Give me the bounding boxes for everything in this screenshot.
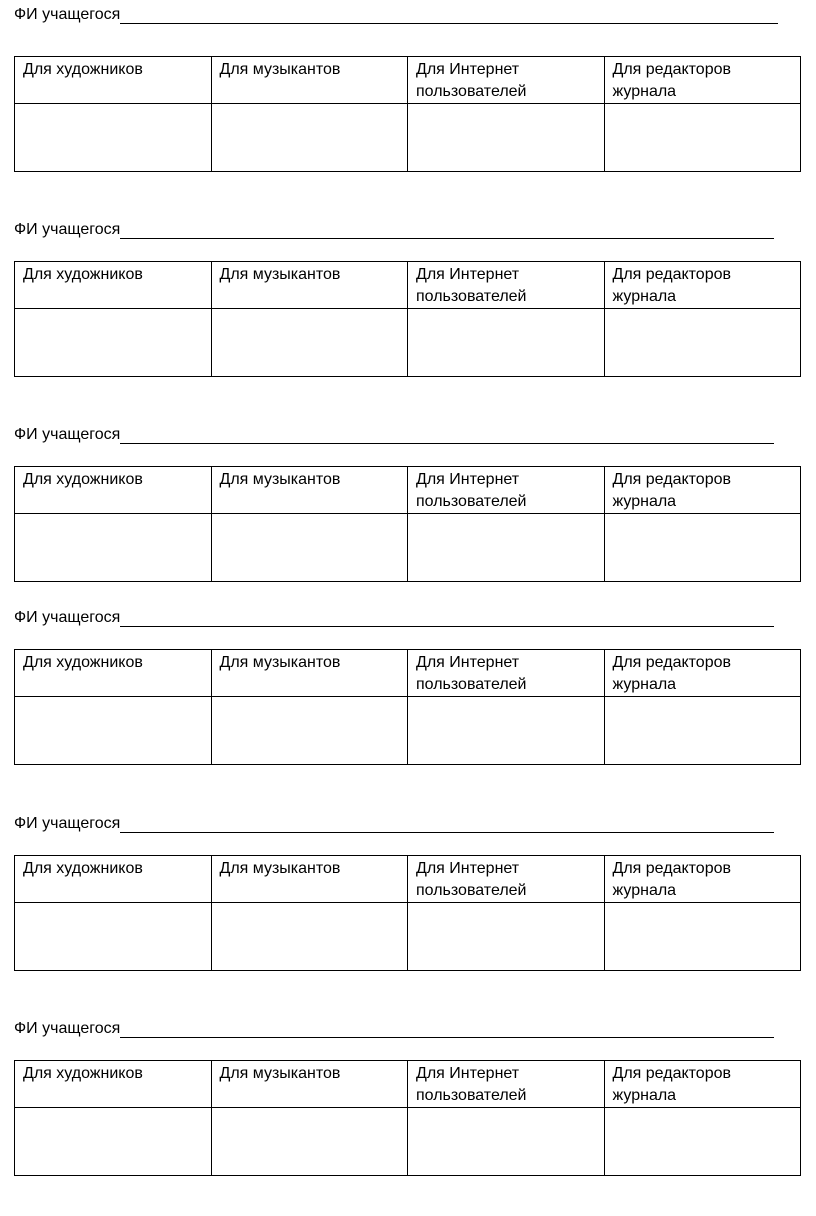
answer-cell-artists[interactable] (15, 514, 212, 582)
student-name-label: ФИ учащегося (14, 1020, 121, 1037)
header-cell-internet-users: Для Интернет пользователей (408, 467, 605, 514)
header-cell-musicians: Для музыкантов (211, 57, 408, 104)
table-header-row (15, 1061, 801, 1108)
table-answer-row (15, 309, 801, 377)
answer-cell-artists[interactable] (15, 903, 212, 971)
answer-cell-internet-users[interactable] (408, 104, 605, 172)
header-cell-internet-users: Для Интернет пользователей (408, 650, 605, 697)
student-name-line (14, 217, 774, 239)
student-name-line (14, 422, 774, 444)
header-cell-musicians: Для музыкантов (211, 856, 408, 903)
table-header-row (15, 856, 801, 903)
header-cell-magazine-editors: Для редакторов журнала (604, 1061, 801, 1108)
answer-cell-magazine-editors[interactable] (604, 697, 801, 765)
header-cell-magazine-editors: Для редакторов журнала (604, 57, 801, 104)
header-cell-artists: Для художников (15, 467, 212, 514)
header-cell-artists: Для художников (15, 856, 212, 903)
answer-cell-musicians[interactable] (211, 514, 408, 582)
student-name-label: ФИ учащегося (14, 815, 121, 832)
header-cell-artists: Для художников (15, 57, 212, 104)
answer-cell-artists[interactable] (15, 1108, 212, 1176)
header-cell-artists: Для художников (15, 650, 212, 697)
answer-cell-internet-users[interactable] (408, 1108, 605, 1176)
student-name-label: ФИ учащегося (14, 426, 121, 443)
answer-cell-musicians[interactable] (211, 903, 408, 971)
category-table (14, 466, 801, 582)
category-table (14, 649, 801, 765)
answer-cell-internet-users[interactable] (408, 309, 605, 377)
header-cell-musicians: Для музыкантов (211, 1061, 408, 1108)
header-cell-internet-users: Для Интернет пользователей (408, 57, 605, 104)
answer-cell-internet-users[interactable] (408, 697, 605, 765)
header-cell-artists: Для художников (15, 1061, 212, 1108)
answer-cell-musicians[interactable] (211, 697, 408, 765)
table-header-row (15, 262, 801, 309)
table-answer-row (15, 1108, 801, 1176)
header-cell-artists: Для художников (15, 262, 212, 309)
table-answer-row (15, 903, 801, 971)
student-name-line (14, 605, 774, 627)
answer-cell-magazine-editors[interactable] (604, 309, 801, 377)
answer-cell-artists[interactable] (15, 104, 212, 172)
header-cell-magazine-editors: Для редакторов журнала (604, 262, 801, 309)
student-name-field[interactable] (120, 221, 774, 239)
table-answer-row (15, 514, 801, 582)
student-name-line (14, 1016, 774, 1038)
table-answer-row (15, 697, 801, 765)
answer-cell-artists[interactable] (15, 309, 212, 377)
student-name-label: ФИ учащегося (14, 609, 121, 626)
student-name-label: ФИ учащегося (14, 6, 121, 23)
table-answer-row (15, 104, 801, 172)
category-table (14, 855, 801, 971)
student-name-label: ФИ учащегося (14, 221, 121, 238)
header-cell-internet-users: Для Интернет пользователей (408, 262, 605, 309)
header-cell-magazine-editors: Для редакторов журнала (604, 856, 801, 903)
answer-cell-artists[interactable] (15, 697, 212, 765)
category-table (14, 56, 801, 172)
table-header-row (15, 57, 801, 104)
answer-cell-musicians[interactable] (211, 104, 408, 172)
answer-cell-internet-users[interactable] (408, 903, 605, 971)
student-name-field[interactable] (120, 6, 778, 24)
header-cell-internet-users: Для Интернет пользователей (408, 856, 605, 903)
header-cell-internet-users: Для Интернет пользователей (408, 1061, 605, 1108)
answer-cell-musicians[interactable] (211, 1108, 408, 1176)
answer-cell-internet-users[interactable] (408, 514, 605, 582)
header-cell-musicians: Для музыкантов (211, 262, 408, 309)
table-header-row (15, 467, 801, 514)
student-name-field[interactable] (120, 1020, 774, 1038)
answer-cell-musicians[interactable] (211, 309, 408, 377)
student-name-field[interactable] (120, 609, 774, 627)
header-cell-magazine-editors: Для редакторов журнала (604, 467, 801, 514)
header-cell-musicians: Для музыкантов (211, 467, 408, 514)
student-name-line (14, 2, 778, 24)
category-table (14, 261, 801, 377)
answer-cell-magazine-editors[interactable] (604, 514, 801, 582)
student-name-field[interactable] (120, 815, 774, 833)
table-header-row (15, 650, 801, 697)
category-table (14, 1060, 801, 1176)
answer-cell-magazine-editors[interactable] (604, 104, 801, 172)
student-name-field[interactable] (120, 426, 774, 444)
student-name-line (14, 811, 774, 833)
answer-cell-magazine-editors[interactable] (604, 1108, 801, 1176)
header-cell-musicians: Для музыкантов (211, 650, 408, 697)
answer-cell-magazine-editors[interactable] (604, 903, 801, 971)
header-cell-magazine-editors: Для редакторов журнала (604, 650, 801, 697)
